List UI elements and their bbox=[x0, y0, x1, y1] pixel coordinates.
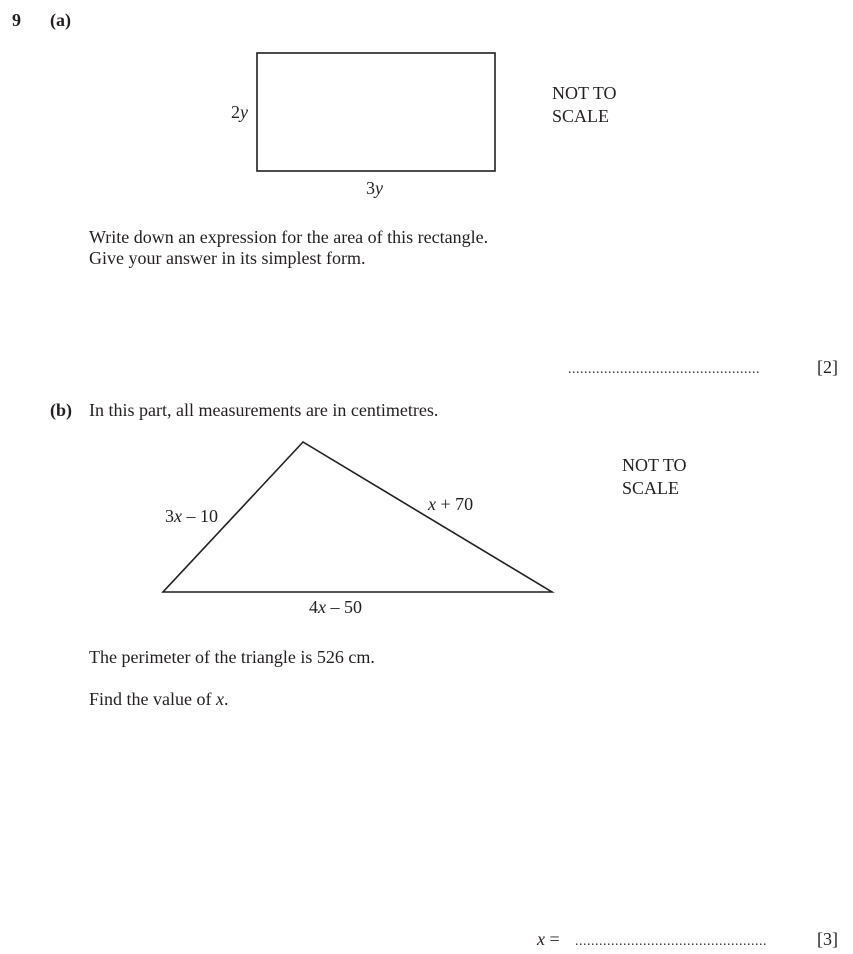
part-b-intro: In this part, all measurements are in centimetres. bbox=[89, 400, 439, 420]
not-to-scale-a bbox=[552, 82, 617, 127]
find-value-instruction: Find the value of x. bbox=[89, 689, 229, 709]
part-a-label: (a) bbox=[50, 10, 71, 30]
part-b-label: (b) bbox=[50, 400, 72, 420]
part-b-answer-dots[interactable]: ................................................ bbox=[575, 934, 767, 949]
not-to-scale-a-line1: NOT TO bbox=[552, 83, 617, 103]
not-to-scale-b-line1: NOT TO bbox=[622, 455, 687, 475]
not-to-scale-a-line2: SCALE bbox=[552, 106, 610, 126]
rectangle-shape bbox=[257, 53, 495, 171]
part-a-answer-dots[interactable]: ................................................ bbox=[568, 362, 760, 377]
part-a-instruction-1: Write down an expression for the area of this rectangle. bbox=[89, 227, 489, 247]
rectangle-height-label: 2y bbox=[231, 102, 248, 122]
not-to-scale-b-line2: SCALE bbox=[622, 478, 680, 498]
part-a-answer-line[interactable] bbox=[568, 356, 760, 381]
perimeter-statement: The perimeter of the triangle is 526 cm. bbox=[89, 647, 375, 667]
part-a-marks: [2] bbox=[817, 357, 838, 377]
question-number: 9 bbox=[12, 10, 21, 30]
triangle-left-side-label: 3x – 10 bbox=[165, 506, 218, 526]
part-b-answer-line[interactable] bbox=[575, 928, 767, 953]
triangle-right-side-label: x + 70 bbox=[428, 494, 474, 514]
triangle-shape bbox=[163, 442, 552, 592]
not-to-scale-b bbox=[622, 454, 687, 499]
triangle-base-label: 4x – 50 bbox=[309, 597, 362, 617]
rectangle-width-label: 3y bbox=[366, 178, 383, 198]
part-b-answer-prefix: x = bbox=[537, 929, 560, 949]
part-a-instruction-2: Give your answer in its simplest form. bbox=[89, 248, 366, 268]
part-b-marks: [3] bbox=[817, 929, 838, 949]
